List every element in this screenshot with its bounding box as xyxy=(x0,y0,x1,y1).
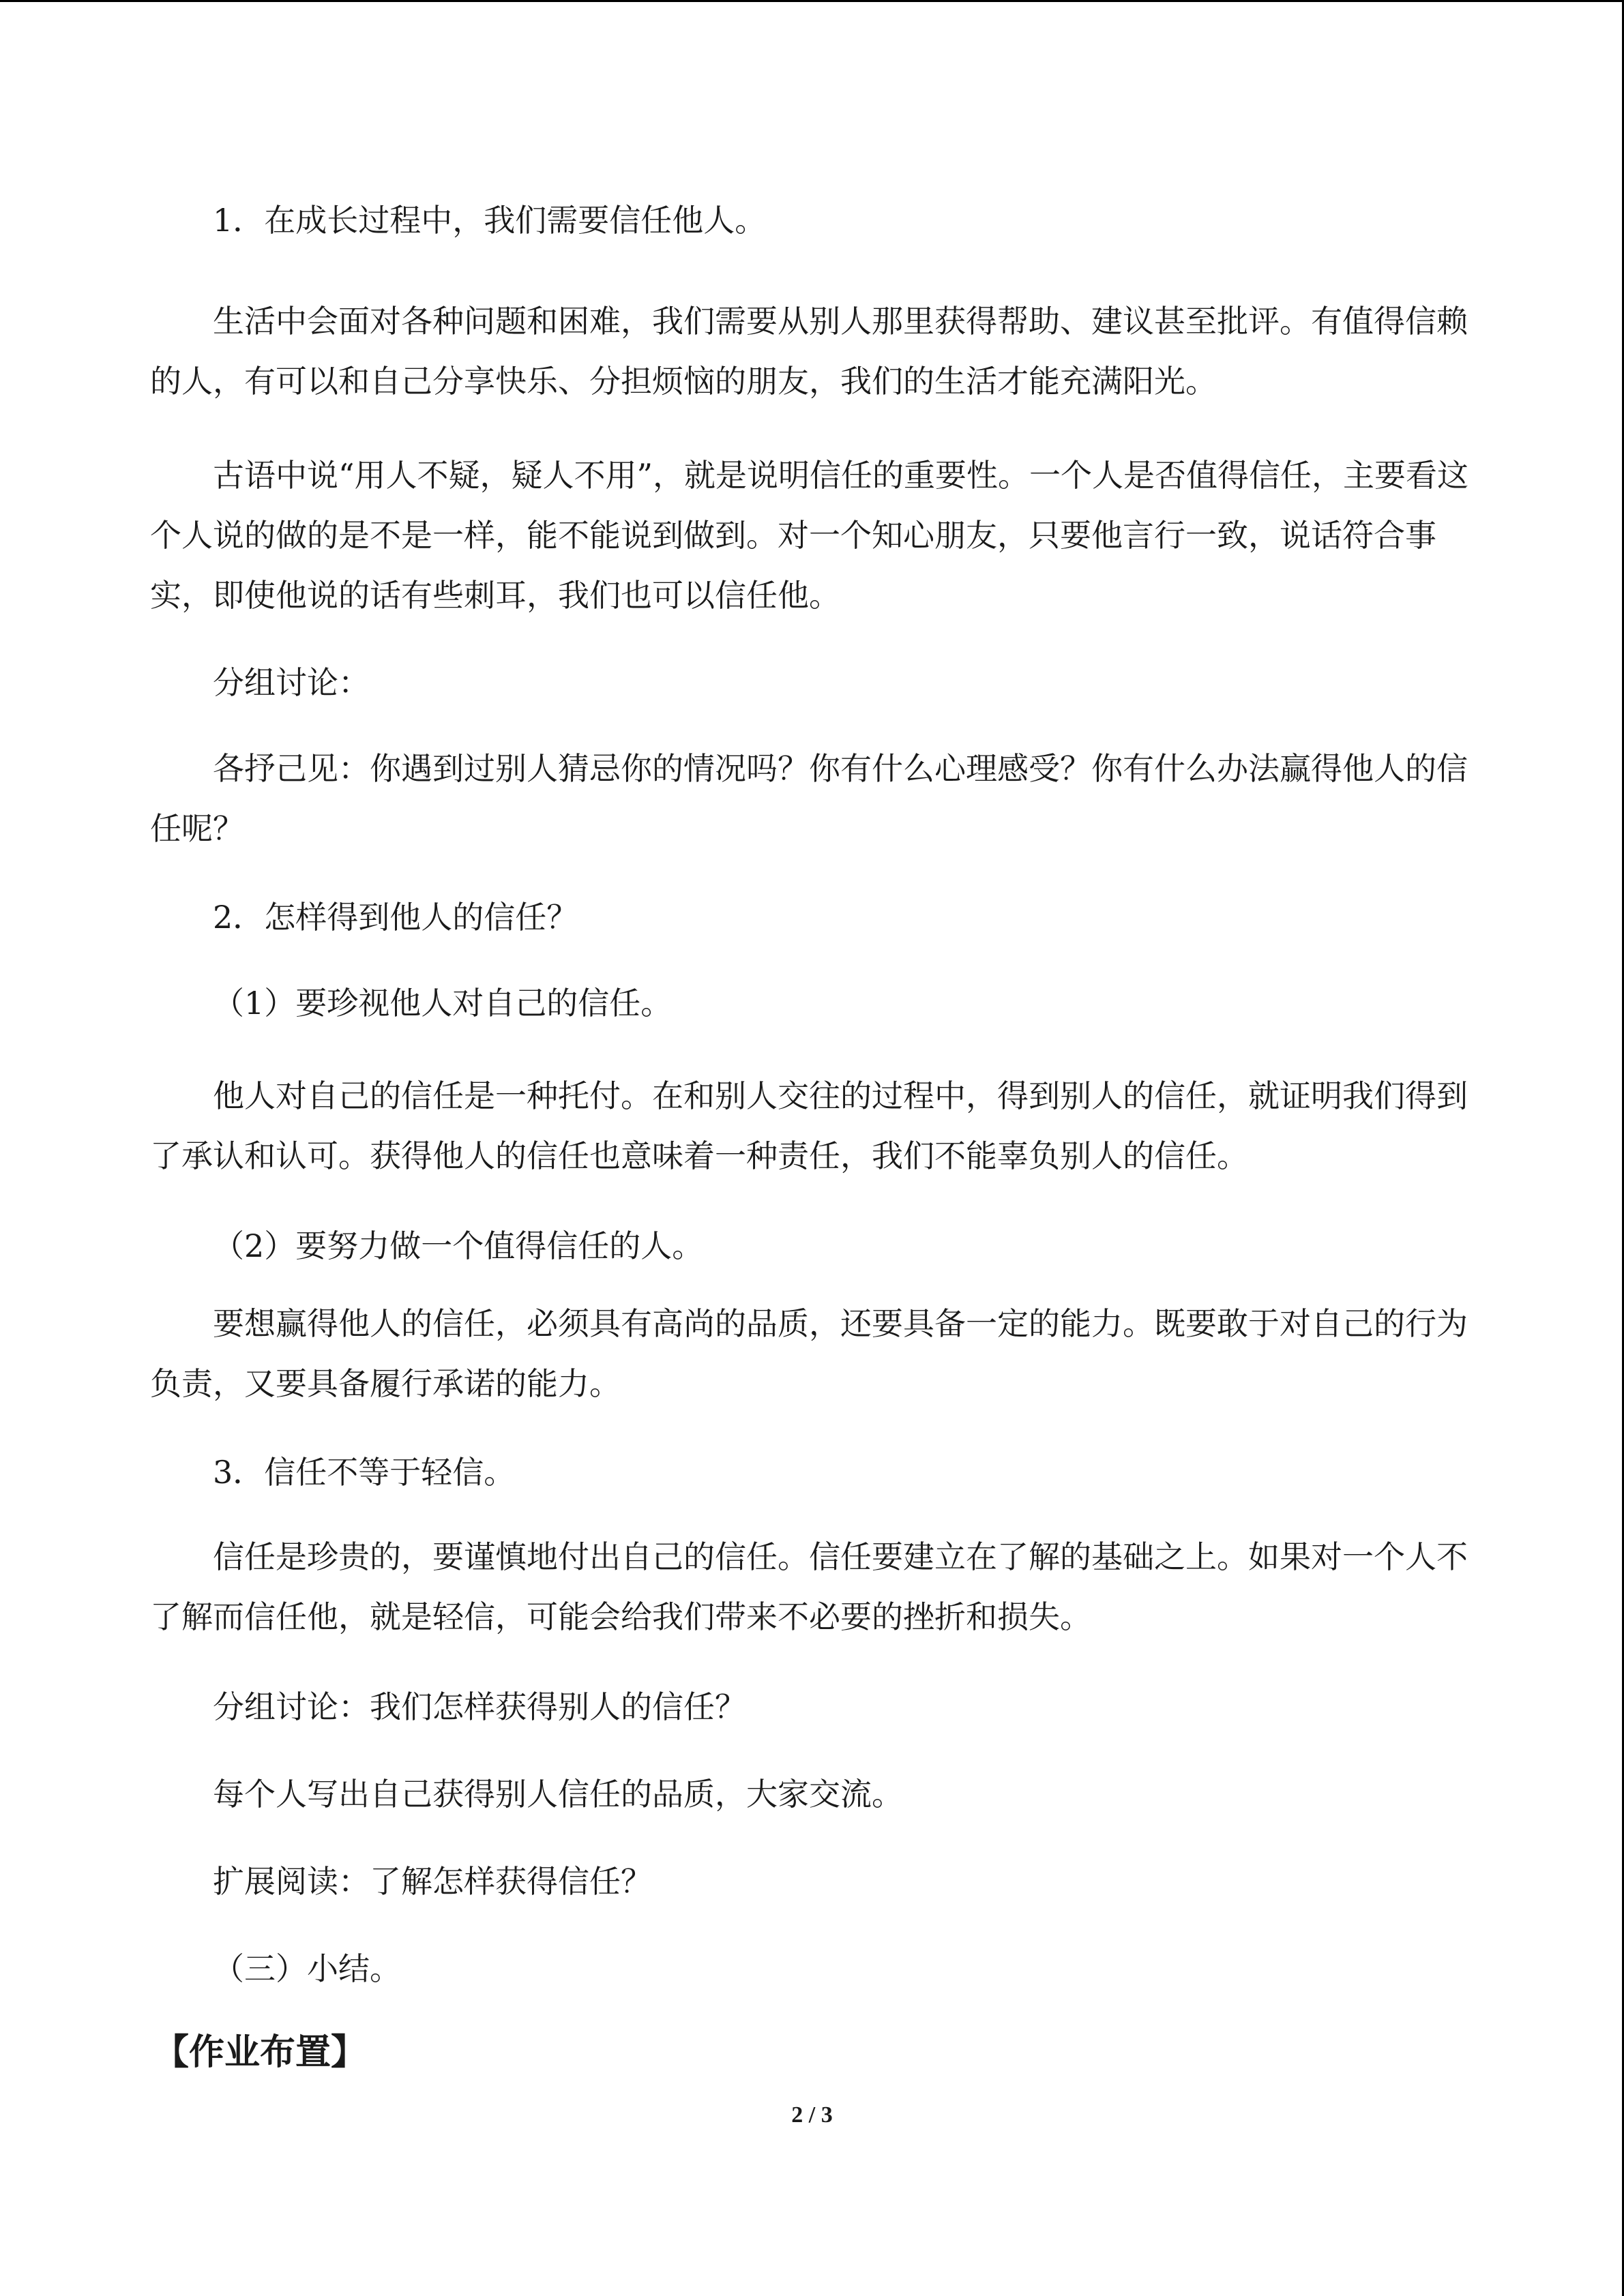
paragraph-point-2: 2．怎样得到他人的信任？ xyxy=(213,899,578,936)
paragraph-point-3: 3．信任不等于轻信。 xyxy=(213,1454,516,1491)
paragraph-win-trust: 要想赢得他人的信任，必须具有高尚的品质，还要具备一定的能力。既要敢于对自己的行为负责，又要具备履行承诺的能力。 xyxy=(150,1305,1468,1402)
paragraph-extended-reading: 扩展阅读：了解怎样获得信任？ xyxy=(213,1863,652,1900)
paragraph-group-discussion: 分组讨论： xyxy=(213,664,370,701)
paragraph-summary: （三）小结。 xyxy=(213,1950,401,1987)
section-heading-homework: 【作业布置】 xyxy=(153,2032,367,2073)
paragraph-group-discussion-2: 分组讨论：我们怎样获得别人的信任？ xyxy=(213,1688,746,1725)
paragraph-opinions: 各抒己见：你遇到过别人猜忌你的情况吗？你有什么心理感受？你有什么办法赢得他人的信任呢？ xyxy=(150,750,1468,847)
paragraph-trust-entrust: 他人对自己的信任是一种托付。在和别人交往的过程中，得到别人的信任，就证明我们得到了承认和认可。获得他人的信任也意味着一种责任，我们不能辜负别人的信任。 xyxy=(150,1077,1468,1174)
page-number: 2 / 3 xyxy=(791,2102,833,2128)
paragraph-point-1: 1．在成长过程中，我们需要信任他人。 xyxy=(213,202,767,239)
paragraph-life-problems: 生活中会面对各种问题和困难，我们需要从别人那里获得帮助、建议甚至批评。有值得信赖的人，有可以和自己分享快乐、分担烦恼的朋友，我们的生活才能充满阳光。 xyxy=(150,303,1468,400)
paragraph-point-2-2: （2）要努力做一个值得信任的人。 xyxy=(213,1227,704,1264)
paragraph-write-qualities: 每个人写出自己获得别人信任的品质，大家交流。 xyxy=(213,1776,903,1813)
paragraph-trust-precious: 信任是珍贵的，要谨慎地付出自己的信任。信任要建立在了解的基础之上。如果对一个人不了解而信任他，就是轻信，可能会给我们带来不必要的挫折和损失。 xyxy=(150,1538,1468,1635)
paragraph-ancient-saying: 古语中说“用人不疑，疑人不用”，就是说明信任的重要性。一个人是否值得信任，主要看这个人说的做的是不是一样，能不能说到做到。对一个知心朋友，只要他言行一致，说话符合事实，即使他说的话有些刺耳，我们也可以信任他。 xyxy=(150,457,1469,614)
paragraph-point-2-1: （1）要珍视他人对自己的信任。 xyxy=(213,985,673,1022)
